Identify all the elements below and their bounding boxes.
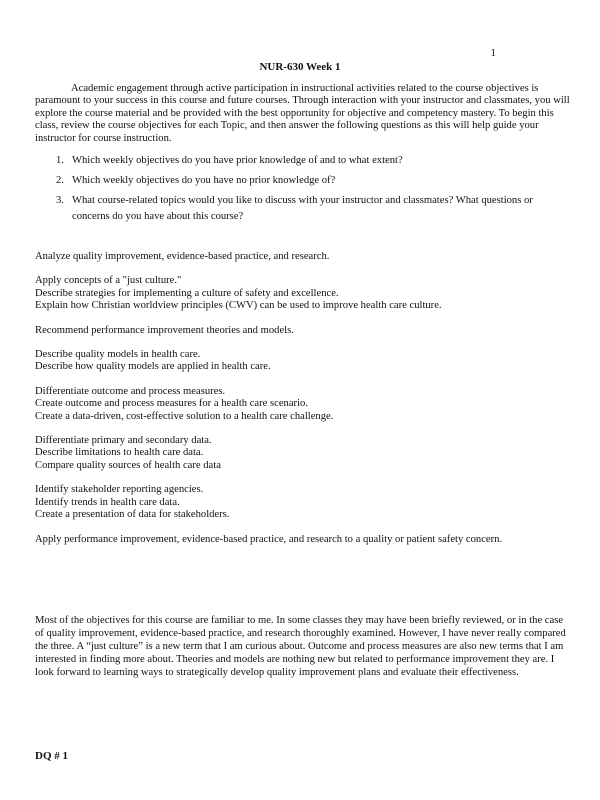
objective-line: Apply performance improvement, evidence-based practice, and research to a quality or patient safety concern. [35,533,503,545]
objective-line: Create a data-driven, cost-effective solution to a health care challenge. [35,410,334,422]
objective-line: Differentiate outcome and process measures. [35,385,226,397]
intro-paragraph: Academic engagement through active participation in instructional activities related to the course objectives is paramount to your success in this course and future courses. Through interaction with your instructor and classmates, you will explore the course material and be provided with the best opportunity for objective and competency mastery. To begin this class, review the course objectives for each Topic, and then answer the following questions as this will help guide your instructor for course instruction. [35,83,570,144]
objective-line: Describe strategies for implementing a culture of safety and excellence. [35,287,339,299]
question-number: 1. [56,155,64,166]
objective-line: Recommend performance improvement theories and models. [35,324,294,336]
dq-heading: DQ # 1 [35,750,68,762]
objective-line: Explain how Christian worldview principles (CWV) can be used to improve health care culture. [35,300,442,312]
objective-group [35,349,575,374]
objective-line: Analyze quality improvement, evidence-based practice, and research. [35,251,330,262]
objective-group [35,325,575,337]
objective-line: Apply concepts of a "just culture." [35,275,182,287]
objective-line: Compare quality sources of health care data [35,459,221,471]
response-paragraph: Most of the objectives for this course are familiar to me. In some classes they may have been briefly reviewed, or in the case of quality improvement, evidence-based practice, and research thoroughly examined. However, I have never really compared the three. A “just culture” is a new term that I am curious about. Outcome and process measures are also new terms that I am interested in finding more about. Theories and models are nothing new but related to performance improvement they are. I look forward to learning ways to strategically develop quality improvement plans and evaluate their effectiveness. [35,615,566,678]
question-number: 3. [56,195,64,206]
question-item [35,193,570,225]
objective-group [35,251,575,263]
objective-line: Create outcome and process measures for a health care scenario. [35,398,308,410]
document-title: NUR-630 Week 1 [259,61,341,73]
objective-line: Describe limitations to health care data. [35,447,204,459]
question-number: 2. [56,175,64,186]
question-text: Which weekly objectives do you have prior knowledge of and to what extent? [72,155,403,166]
objective-group [35,275,575,312]
objective-group [35,386,575,423]
objective-line: Identify trends in health care data. [35,496,180,508]
question-text: What course-related topics would you like to discuss with your instructor and classmates? What questions or concerns do you have about this course? [72,195,533,222]
objective-line: Identify stakeholder reporting agencies. [35,484,204,496]
objective-line: Differentiate primary and secondary data. [35,435,212,447]
question-item [35,153,570,169]
question-item [35,173,570,189]
objective-line: Describe quality models in health care. [35,349,201,361]
objective-line: Describe how quality models are applied in health care. [35,361,271,373]
objectives-section [35,251,575,558]
objective-group [35,534,575,546]
page-number: 1 [490,47,496,59]
question-text: Which weekly objectives do you have no prior knowledge of? [72,175,336,186]
objective-group [35,435,575,472]
objective-group [35,484,575,521]
objective-line: Create a presentation of data for stakeholders. [35,509,230,521]
question-list [35,153,570,229]
